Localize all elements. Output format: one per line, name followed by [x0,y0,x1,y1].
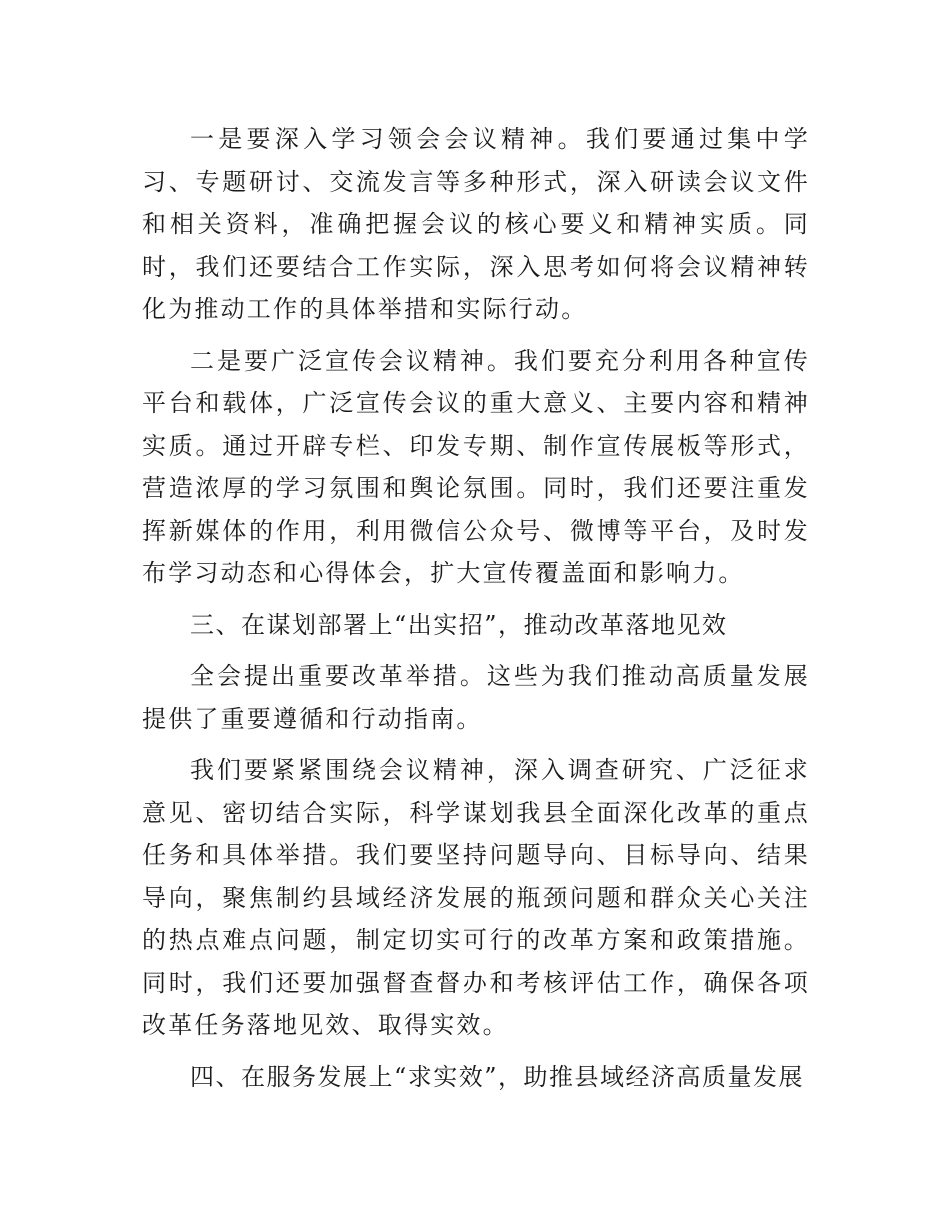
paragraph-study-spirit: 一是要深入学习领会会议精神。我们要通过集中学习、专题研讨、交流发言等多种形式，深入研读会议文件和相关资料，准确把握会议的核心要义和精神实质。同时，我们还要结合工作实际，深入思考如何将会议精神转化为推动工作的具体举措和实际行动。 [142,125,810,323]
section-heading-three: 三、在谋划部署上“出实招”，推动改革落地见效 [190,610,728,639]
document-page [142,118,810,1107]
section-heading-four: 四、在服务发展上“求实效”，助推县域经济高质量发展 [190,1062,805,1091]
paragraph-publicize-spirit: 二是要广泛宣传会议精神。我们要充分利用各种宣传平台和载体，广泛宣传会议的重大意义、主要内容和精神实质。通过开辟专栏、印发专期、制作宣传展板等形式，营造浓厚的学习氛围和舆论氛围。同时，我们还要注重发挥新媒体的作用，利用微信公众号、微博等平台，及时发布学习动态和心得体会，扩大宣传覆盖面和影响力。 [142,346,810,587]
paragraph-reform-measures: 全会提出重要改革举措。这些为我们推动高质量发展提供了重要遵循和行动指南。 [142,662,810,733]
paragraph-reform-tasks: 我们要紧紧围绕会议精神，深入调查研究、广泛征求意见、密切结合实际，科学谋划我县全面深化改革的重点任务和具体举措。我们要坚持问题导向、目标导向、结果导向，聚焦制约县域经济发展的瓶颈问题和群众关心关注的热点难点问题，制定切实可行的改革方案和政策措施。同时，我们还要加强督查督办和考核评估工作，确保各项改革任务落地见效、取得实效。 [142,756,810,1039]
